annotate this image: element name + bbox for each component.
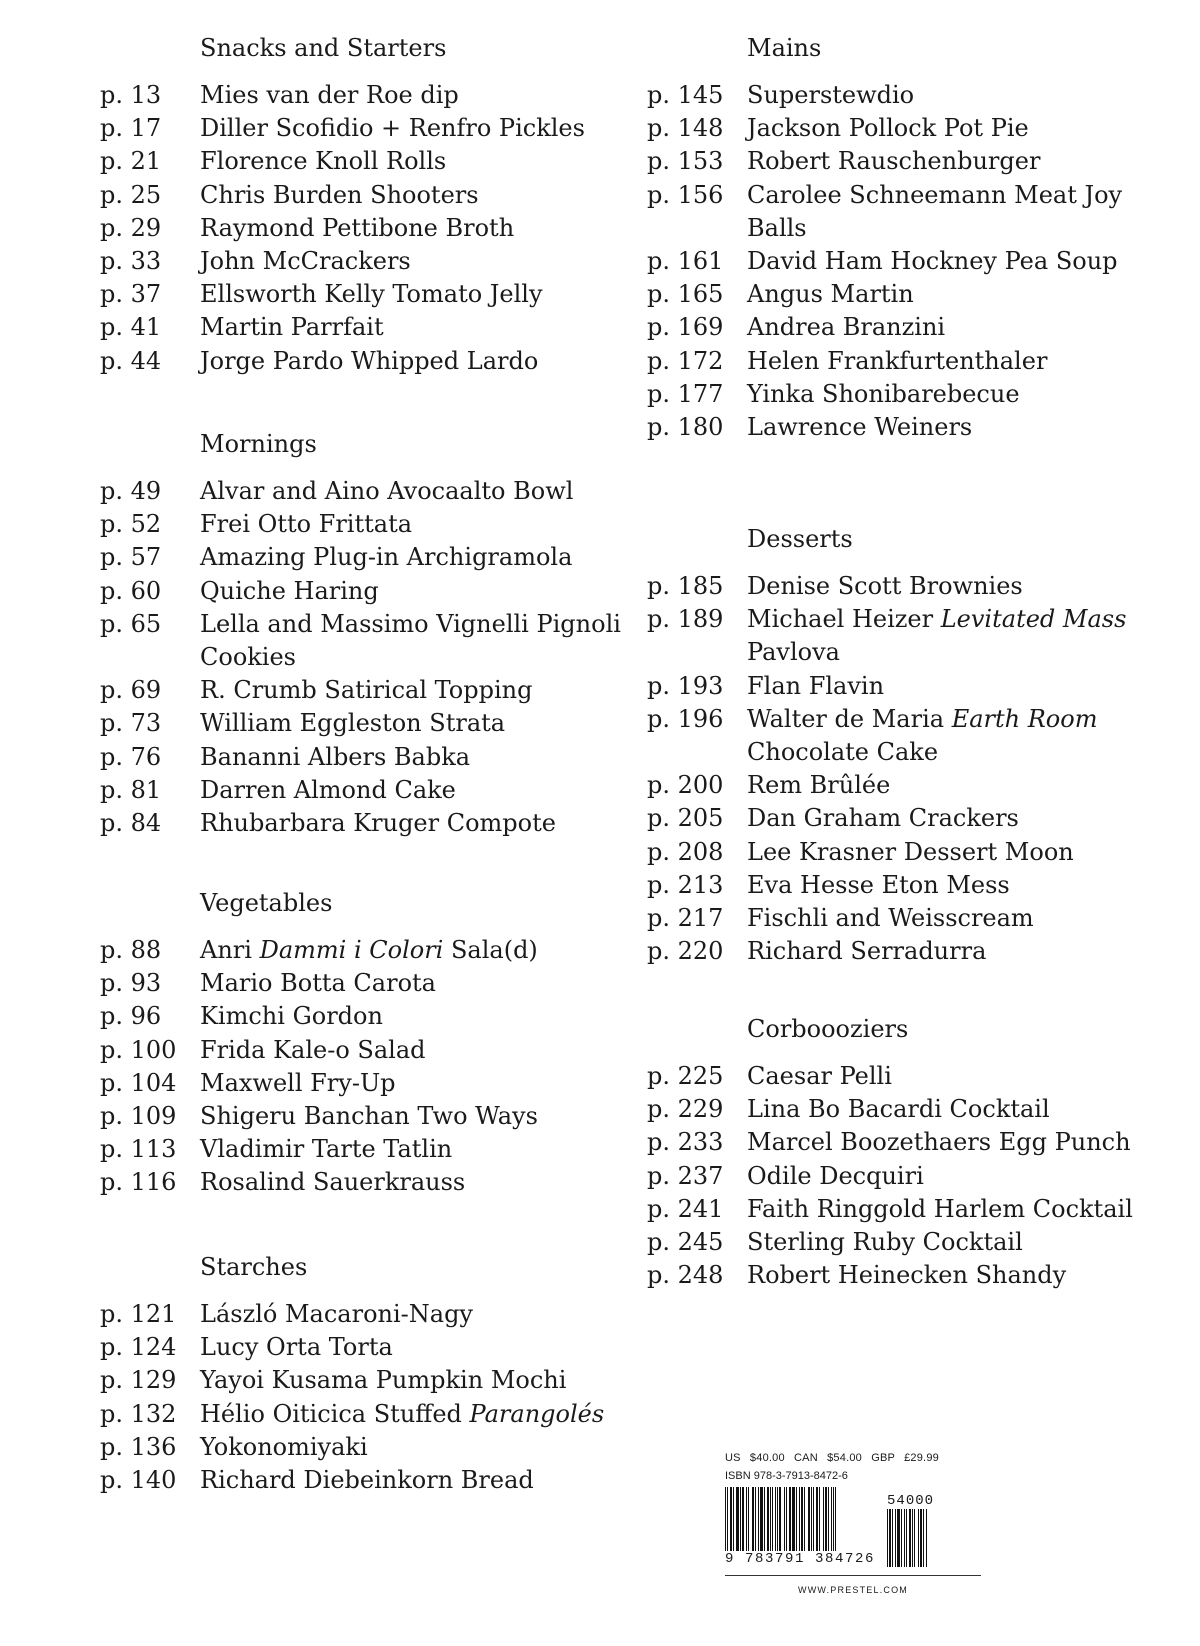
contents-entry bbox=[647, 79, 1167, 112]
contents-entry bbox=[647, 411, 1167, 444]
contents-entry bbox=[100, 1100, 640, 1133]
recipe-title-part: Hélio Oiticica Stuffed bbox=[200, 1399, 470, 1428]
page-number: p. 241 bbox=[647, 1194, 724, 1223]
recipe-title: Rem Brûlée bbox=[747, 771, 891, 800]
contents-entry bbox=[100, 1000, 640, 1033]
recipe-title-part: Pavlova bbox=[747, 638, 840, 667]
recipe-title: William Eggleston Strata bbox=[200, 709, 506, 738]
page-number: p. 208 bbox=[647, 837, 724, 866]
contents-entry bbox=[100, 1133, 640, 1166]
recipe-title: Sterling Ruby Cocktail bbox=[747, 1228, 1023, 1257]
page-number: p. 140 bbox=[100, 1466, 177, 1495]
page-number: p. 69 bbox=[100, 676, 162, 705]
recipe-title: Superstewdio bbox=[747, 81, 915, 109]
page-number: p. 49 bbox=[100, 477, 162, 505]
recipe-title: Darren Almond Cake bbox=[200, 775, 456, 804]
page-number: p. 172 bbox=[647, 346, 724, 375]
contents-entry bbox=[647, 902, 1167, 935]
recipe-title: Lina Bo Bacardi Cocktail bbox=[747, 1095, 1050, 1124]
page-number: p. 109 bbox=[100, 1102, 177, 1131]
contents-entry bbox=[647, 179, 1167, 245]
contents-entry bbox=[647, 769, 1167, 802]
recipe-title: Chris Burden Shooters bbox=[200, 180, 479, 209]
page-number: p. 245 bbox=[647, 1228, 724, 1257]
contents-entry bbox=[647, 570, 1167, 603]
page-number: p. 237 bbox=[647, 1161, 724, 1190]
recipe-title: Vladimir Tarte Tatlin bbox=[200, 1135, 453, 1164]
recipe-title-italic: Levitated Mass bbox=[940, 605, 1127, 634]
entry-list bbox=[100, 1298, 640, 1497]
recipe-title: Frida Kale-o Salad bbox=[200, 1035, 426, 1064]
recipe-title: Lella and Massimo Vignelli Pignoli Cookies bbox=[200, 609, 621, 672]
contents-entry bbox=[100, 212, 640, 245]
recipe-title: Jorge Pardo Whipped Lardo bbox=[200, 346, 539, 375]
recipe-title: Lucy Orta Torta bbox=[200, 1333, 393, 1362]
page-number: p. 196 bbox=[647, 704, 724, 733]
recipe-title-part: Sala(d) bbox=[443, 936, 538, 964]
recipe-title: Fischli and Weisscream bbox=[747, 904, 1034, 933]
recipe-title: Andrea Branzini bbox=[747, 313, 946, 342]
recipe-title: Flan Flavin bbox=[747, 671, 885, 700]
page-number: p. 33 bbox=[100, 247, 162, 276]
contents-entry bbox=[100, 1034, 640, 1067]
page-number: p. 165 bbox=[647, 280, 724, 309]
recipe-title: Diller Scofidio + Renfro Pickles bbox=[200, 114, 585, 143]
page-number: p. 200 bbox=[647, 771, 724, 800]
contents-entry bbox=[647, 245, 1167, 278]
price-barcode-block bbox=[725, 1452, 985, 1567]
page-number: p. 104 bbox=[100, 1068, 177, 1097]
page-number: p. 21 bbox=[100, 147, 162, 176]
page-number: p. 52 bbox=[100, 510, 162, 539]
page-number: p. 124 bbox=[100, 1333, 177, 1362]
page-number: p. 217 bbox=[647, 904, 724, 933]
contents-entry bbox=[100, 475, 640, 508]
barcode-bar bbox=[835, 1487, 836, 1551]
page-number: p. 148 bbox=[647, 114, 724, 143]
contents-entry bbox=[647, 1193, 1167, 1226]
page-number: p. 37 bbox=[100, 280, 162, 309]
contents-entry bbox=[647, 1160, 1167, 1193]
addon-digits: 54000 bbox=[887, 1493, 935, 1509]
page-number: p. 145 bbox=[647, 81, 724, 109]
contents-entry bbox=[647, 836, 1167, 869]
recipe-title-italic: Earth Room bbox=[951, 704, 1098, 733]
contents-entry bbox=[100, 1431, 640, 1464]
contents-entry bbox=[100, 967, 640, 1000]
recipe-title: R. Crumb Satirical Topping bbox=[200, 676, 533, 705]
contents-section bbox=[100, 1250, 640, 1497]
page-number: p. 73 bbox=[100, 709, 162, 738]
recipe-title: Ellsworth Kelly Tomato Jelly bbox=[200, 280, 543, 309]
recipe-title: Richard Diebeinkorn Bread bbox=[200, 1466, 534, 1495]
recipe-title: Alvar and Aino Avocaalto Bowl bbox=[200, 477, 574, 505]
page-number: p. 129 bbox=[100, 1366, 177, 1395]
page-number: p. 229 bbox=[647, 1095, 724, 1124]
recipe-title: Richard Serradurra bbox=[747, 937, 987, 966]
recipe-title: Frei Otto Frittata bbox=[200, 510, 413, 539]
contents-section bbox=[100, 427, 640, 840]
page-number: p. 161 bbox=[647, 247, 724, 276]
section-title: Snacks and Starters bbox=[200, 34, 447, 62]
section-title: Mornings bbox=[200, 430, 317, 458]
divider-rule bbox=[725, 1575, 981, 1576]
page-number: p. 96 bbox=[100, 1002, 162, 1031]
page-number: p. 84 bbox=[100, 809, 162, 838]
recipe-title: Helen Frankfurtenthaler bbox=[747, 346, 1048, 375]
page-number: p. 193 bbox=[647, 671, 724, 700]
entry-list bbox=[100, 79, 640, 378]
page-number: p. 81 bbox=[100, 775, 162, 804]
recipe-title: Florence Knoll Rolls bbox=[200, 147, 447, 176]
page-number: p. 177 bbox=[647, 379, 724, 408]
page-number: p. 44 bbox=[100, 346, 162, 375]
page-number: p. 25 bbox=[100, 180, 162, 209]
page-number: p. 205 bbox=[647, 804, 724, 833]
recipe-title-part: Anri bbox=[200, 936, 260, 964]
page-number: p. 88 bbox=[100, 936, 162, 964]
recipe-title bbox=[200, 1398, 640, 1431]
contents-entry bbox=[100, 741, 640, 774]
recipe-title: Rosalind Sauerkrauss bbox=[200, 1168, 466, 1197]
recipe-title bbox=[747, 703, 1167, 769]
contents-entry bbox=[100, 79, 640, 112]
contents-entry bbox=[100, 1298, 640, 1331]
page-number: p. 169 bbox=[647, 313, 724, 342]
contents-entry bbox=[647, 278, 1167, 311]
page-number: p. 13 bbox=[100, 81, 162, 109]
page-number: p. 113 bbox=[100, 1135, 177, 1164]
page-number: p. 189 bbox=[647, 605, 724, 634]
contents-entry bbox=[647, 670, 1167, 703]
entry-list bbox=[100, 934, 640, 1200]
contents-entry bbox=[647, 1093, 1167, 1126]
contents-entry bbox=[647, 1259, 1167, 1292]
recipe-title: Maxwell Fry-Up bbox=[200, 1068, 396, 1097]
contents-entry bbox=[100, 807, 640, 840]
contents-entry bbox=[100, 179, 640, 212]
recipe-title-italic: Parangolés bbox=[469, 1399, 605, 1428]
contents-entry bbox=[100, 541, 640, 574]
contents-entry bbox=[647, 802, 1167, 835]
entry-list bbox=[647, 1060, 1167, 1292]
contents-entry bbox=[647, 145, 1167, 178]
contents-entry bbox=[100, 1464, 640, 1497]
contents-entry bbox=[100, 112, 640, 145]
page-number: p. 233 bbox=[647, 1128, 724, 1157]
recipe-title: Shigeru Banchan Two Ways bbox=[200, 1102, 538, 1131]
page-number: p. 180 bbox=[647, 413, 724, 442]
page-number: p. 60 bbox=[100, 576, 162, 605]
contents-entry bbox=[647, 869, 1167, 902]
recipe-title-part: Michael Heizer bbox=[747, 605, 941, 634]
contents-entry bbox=[647, 703, 1167, 769]
section-title: Vegetables bbox=[200, 889, 333, 917]
recipe-title: Robert Rauschenburger bbox=[747, 147, 1041, 176]
page-number: p. 156 bbox=[647, 180, 724, 209]
contents-entry bbox=[647, 345, 1167, 378]
ean-barcode-bars bbox=[725, 1487, 875, 1551]
recipe-title: Dan Graham Crackers bbox=[747, 804, 1019, 833]
page-number: p. 116 bbox=[100, 1168, 177, 1197]
page-number: p. 121 bbox=[100, 1300, 177, 1328]
recipe-title: Yinka Shonibarebecue bbox=[747, 379, 1020, 408]
contents-entry bbox=[100, 1067, 640, 1100]
recipe-title: Caesar Pelli bbox=[747, 1062, 892, 1090]
contents-entry bbox=[100, 1364, 640, 1397]
recipe-title: Marcel Boozethaers Egg Punch bbox=[747, 1128, 1131, 1157]
page-number: p. 17 bbox=[100, 114, 162, 143]
price-list: US $40.00 CAN $54.00 GBP £29.99 bbox=[725, 1452, 939, 1464]
recipe-title: Bananni Albers Babka bbox=[200, 742, 471, 771]
contents-section bbox=[100, 886, 640, 1200]
recipe-title: John McCrackers bbox=[200, 247, 411, 276]
contents-entry bbox=[647, 378, 1167, 411]
contents-entry bbox=[100, 278, 640, 311]
contents-entry bbox=[100, 934, 640, 967]
page-number: p. 136 bbox=[100, 1432, 177, 1461]
recipe-title: Eva Hesse Eton Mess bbox=[747, 870, 1010, 899]
recipe-title: Jackson Pollock Pot Pie bbox=[747, 114, 1029, 143]
page-number: p. 185 bbox=[647, 572, 724, 600]
addon-barcode-bars bbox=[887, 1509, 934, 1567]
contents-entry bbox=[100, 608, 640, 674]
recipe-title: Carolee Schneemann Meat Joy Balls bbox=[747, 180, 1123, 242]
page-number: p. 65 bbox=[100, 609, 162, 638]
publisher-website: WWW.PRESTEL.COM bbox=[798, 1585, 908, 1595]
contents-entry bbox=[100, 145, 640, 178]
recipe-title: David Ham Hockney Pea Soup bbox=[747, 247, 1118, 276]
recipe-title: Yayoi Kusama Pumpkin Mochi bbox=[200, 1366, 567, 1395]
recipe-title: Mies van der Roe dip bbox=[200, 81, 459, 109]
page-number: p. 93 bbox=[100, 969, 162, 998]
page-number: p. 132 bbox=[100, 1399, 177, 1428]
ean-digits: 9 783791 384726 bbox=[725, 1551, 876, 1567]
recipe-title: Lee Krasner Dessert Moon bbox=[747, 837, 1074, 866]
section-title: Mains bbox=[747, 34, 822, 62]
contents-entry bbox=[100, 245, 640, 278]
entry-list bbox=[647, 79, 1167, 444]
recipe-title: Robert Heinecken Shandy bbox=[747, 1261, 1067, 1290]
contents-entry bbox=[100, 774, 640, 807]
page-number: p. 100 bbox=[100, 1035, 177, 1064]
contents-entry bbox=[100, 345, 640, 378]
recipe-title: Yokonomiyaki bbox=[200, 1432, 368, 1461]
section-title: Corboooziers bbox=[747, 1015, 909, 1043]
contents-section bbox=[647, 31, 1167, 444]
recipe-title: Angus Martin bbox=[747, 280, 914, 309]
contents-section bbox=[647, 522, 1167, 968]
page-number: p. 213 bbox=[647, 870, 724, 899]
contents-entry bbox=[100, 1398, 640, 1431]
isbn-number: ISBN 978-3-7913-8472-6 bbox=[725, 1470, 848, 1482]
ean-barcode bbox=[725, 1487, 875, 1567]
contents-entry bbox=[100, 1166, 640, 1199]
recipe-title: Raymond Pettibone Broth bbox=[200, 213, 515, 242]
contents-entry bbox=[100, 707, 640, 740]
page-number: p. 153 bbox=[647, 147, 724, 176]
contents-entry bbox=[100, 508, 640, 541]
contents-entry bbox=[647, 603, 1167, 669]
page-number: p. 29 bbox=[100, 213, 162, 242]
entry-list bbox=[647, 570, 1167, 968]
contents-entry bbox=[647, 1126, 1167, 1159]
contents-section bbox=[100, 31, 640, 378]
contents-section bbox=[647, 1012, 1167, 1292]
recipe-title: László Macaroni-Nagy bbox=[200, 1300, 473, 1328]
contents-entry bbox=[100, 1331, 640, 1364]
recipe-title: Lawrence Weiners bbox=[747, 413, 973, 442]
recipe-title: Quiche Haring bbox=[200, 576, 379, 605]
page-number: p. 225 bbox=[647, 1062, 724, 1090]
contents-entry bbox=[647, 1060, 1167, 1093]
page-number: p. 220 bbox=[647, 937, 724, 966]
recipe-title: Mario Botta Carota bbox=[200, 969, 436, 998]
section-title: Desserts bbox=[747, 525, 853, 553]
entry-list bbox=[100, 475, 640, 840]
page-number: p. 57 bbox=[100, 543, 162, 572]
contents-entry bbox=[647, 935, 1167, 968]
section-title: Starches bbox=[200, 1253, 308, 1281]
barcode-gap bbox=[927, 1509, 928, 1567]
recipe-title-part: Walter de Maria bbox=[747, 704, 952, 733]
recipe-title: Kimchi Gordon bbox=[200, 1002, 383, 1031]
contents-entry bbox=[647, 1226, 1167, 1259]
page-number: p. 248 bbox=[647, 1261, 724, 1290]
recipe-title-part: Chocolate Cake bbox=[747, 738, 939, 767]
recipe-title: Odile Decquiri bbox=[747, 1161, 924, 1190]
contents-entry bbox=[647, 112, 1167, 145]
contents-entry bbox=[647, 311, 1167, 344]
page-number: p. 76 bbox=[100, 742, 162, 771]
contents-entry bbox=[100, 311, 640, 344]
recipe-title: Rhubarbara Kruger Compote bbox=[200, 809, 556, 838]
contents-entry bbox=[100, 674, 640, 707]
recipe-title: Denise Scott Brownies bbox=[747, 572, 1023, 600]
page-number: p. 41 bbox=[100, 313, 162, 342]
recipe-title bbox=[200, 934, 640, 967]
addon-barcode bbox=[887, 1493, 934, 1567]
recipe-title-italic: Dammi i Colori bbox=[259, 936, 444, 964]
recipe-title: Faith Ringgold Harlem Cocktail bbox=[747, 1194, 1133, 1223]
recipe-title: Amazing Plug-in Archigramola bbox=[200, 543, 573, 572]
recipe-title bbox=[747, 603, 1167, 669]
recipe-title: Martin Parrfait bbox=[200, 313, 384, 342]
contents-entry bbox=[100, 575, 640, 608]
